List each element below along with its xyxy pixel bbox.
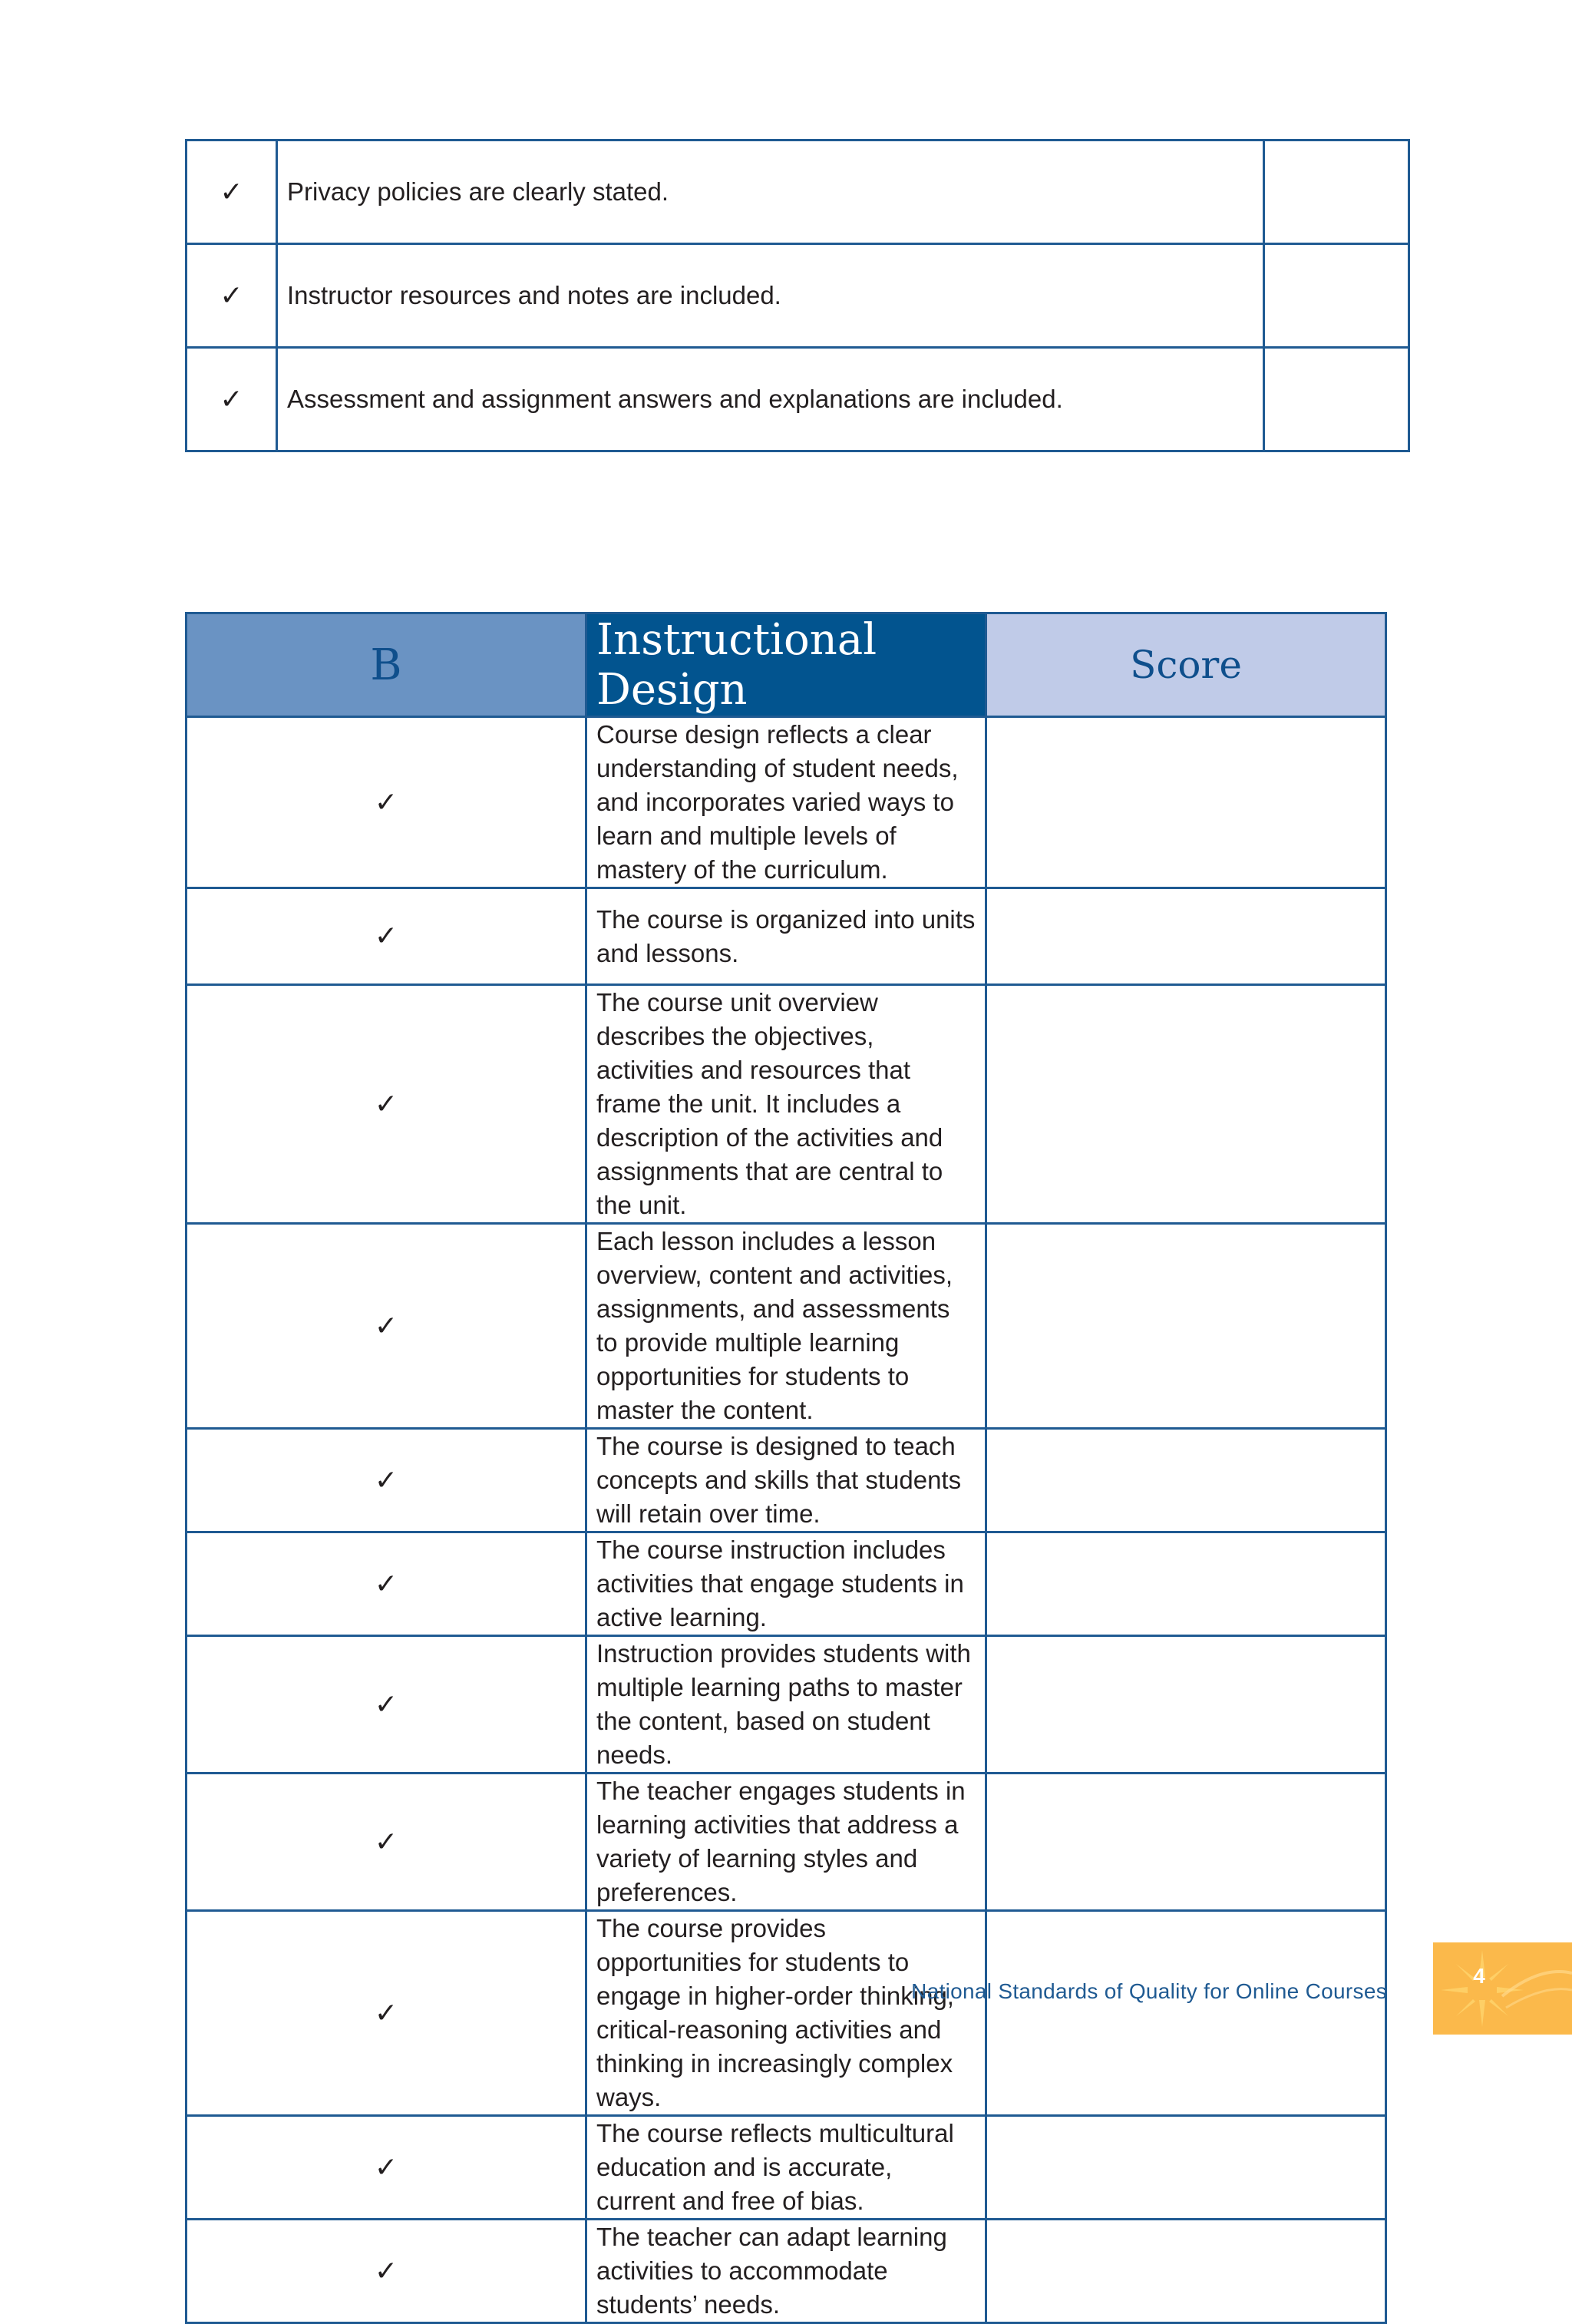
score-cell[interactable] [1264,244,1409,348]
check-icon: ✓ [187,244,277,348]
criterion-text: Instructor resources and notes are included. [277,244,1264,348]
page-number: 4 [1473,1964,1485,1988]
table-row [187,140,1409,244]
section-letter: B [187,613,586,717]
criterion-text: Privacy policies are clearly stated. [277,140,1264,244]
check-icon: ✓ [187,2220,586,2323]
table-row [187,1224,1386,1429]
score-cell[interactable] [986,1774,1386,1911]
check-icon: ✓ [187,1636,586,1774]
criterion-text: Course design reflects a clear understanding of student needs, and incorporates varied ways to learn and multiple levels of mastery of the curriculum. [586,717,986,888]
check-icon: ✓ [187,2116,586,2220]
check-icon: ✓ [187,140,277,244]
section-a-continuation-table [185,139,1410,452]
score-cell[interactable] [986,1911,1386,2116]
criterion-text: Each lesson includes a lesson overview, content and activities, assignments, and assessments to provide multiple learning opportunities for students to master the content. [586,1224,986,1429]
section-b-table [185,612,1387,2324]
criterion-text: The course is organized into units and lessons. [586,888,986,985]
criterion-text: The course reflects multicultural education and is accurate, current and free of bias. [586,2116,986,2220]
criterion-text: The course provides opportunities for students to engage in higher-order thinking, critical-reasoning activities and thinking in increasingly complex ways. [586,1911,986,2116]
criterion-text: Assessment and assignment answers and explanations are included. [277,348,1264,451]
check-icon: ✓ [187,348,277,451]
score-cell[interactable] [986,2116,1386,2220]
table-row [187,348,1409,451]
table-row [187,717,1386,888]
criterion-text: Instruction provides students with multiple learning paths to master the content, based on student needs. [586,1636,986,1774]
sunburst-icon [1433,1942,1572,2035]
check-icon: ✓ [187,1911,586,2116]
score-cell[interactable] [1264,348,1409,451]
section-title: Instructional Design [586,613,986,717]
criterion-text: The course unit overview describes the objectives, activities and resources that frame the unit. It includes a description of the activities and assignments that are central to the unit. [586,985,986,1224]
score-cell[interactable] [986,888,1386,985]
table-row [187,985,1386,1224]
score-cell[interactable] [986,1636,1386,1774]
check-icon: ✓ [187,985,586,1224]
check-icon: ✓ [187,1774,586,1911]
score-cell[interactable] [986,1429,1386,1532]
section-header-row [187,613,1386,717]
table-row [187,1911,1386,2116]
table-row [187,1636,1386,1774]
check-icon: ✓ [187,1532,586,1636]
table-row [187,888,1386,985]
footer-title: National Standards of Quality for Online Courses [911,1979,1387,2003]
score-cell[interactable] [986,717,1386,888]
check-icon: ✓ [187,1429,586,1532]
check-icon: ✓ [187,888,586,985]
page-number-badge [1433,1942,1572,2035]
check-icon: ✓ [187,1224,586,1429]
criterion-text: The course is designed to teach concepts and skills that students will retain over time. [586,1429,986,1532]
table-row [187,1429,1386,1532]
table-row [187,1774,1386,1911]
table-row [187,244,1409,348]
score-cell[interactable] [1264,140,1409,244]
criterion-text: The teacher can adapt learning activities to accommodate students’ needs. [586,2220,986,2323]
score-cell[interactable] [986,1224,1386,1429]
check-icon: ✓ [187,717,586,888]
score-cell[interactable] [986,2220,1386,2323]
score-cell[interactable] [986,985,1386,1224]
criterion-text: The course instruction includes activities that engage students in active learning. [586,1532,986,1636]
score-header: Score [986,613,1386,717]
table-row [187,2116,1386,2220]
table-row [187,2220,1386,2323]
criterion-text: The teacher engages students in learning activities that address a variety of learning styles and preferences. [586,1774,986,1911]
table-row [187,1532,1386,1636]
score-cell[interactable] [986,1532,1386,1636]
